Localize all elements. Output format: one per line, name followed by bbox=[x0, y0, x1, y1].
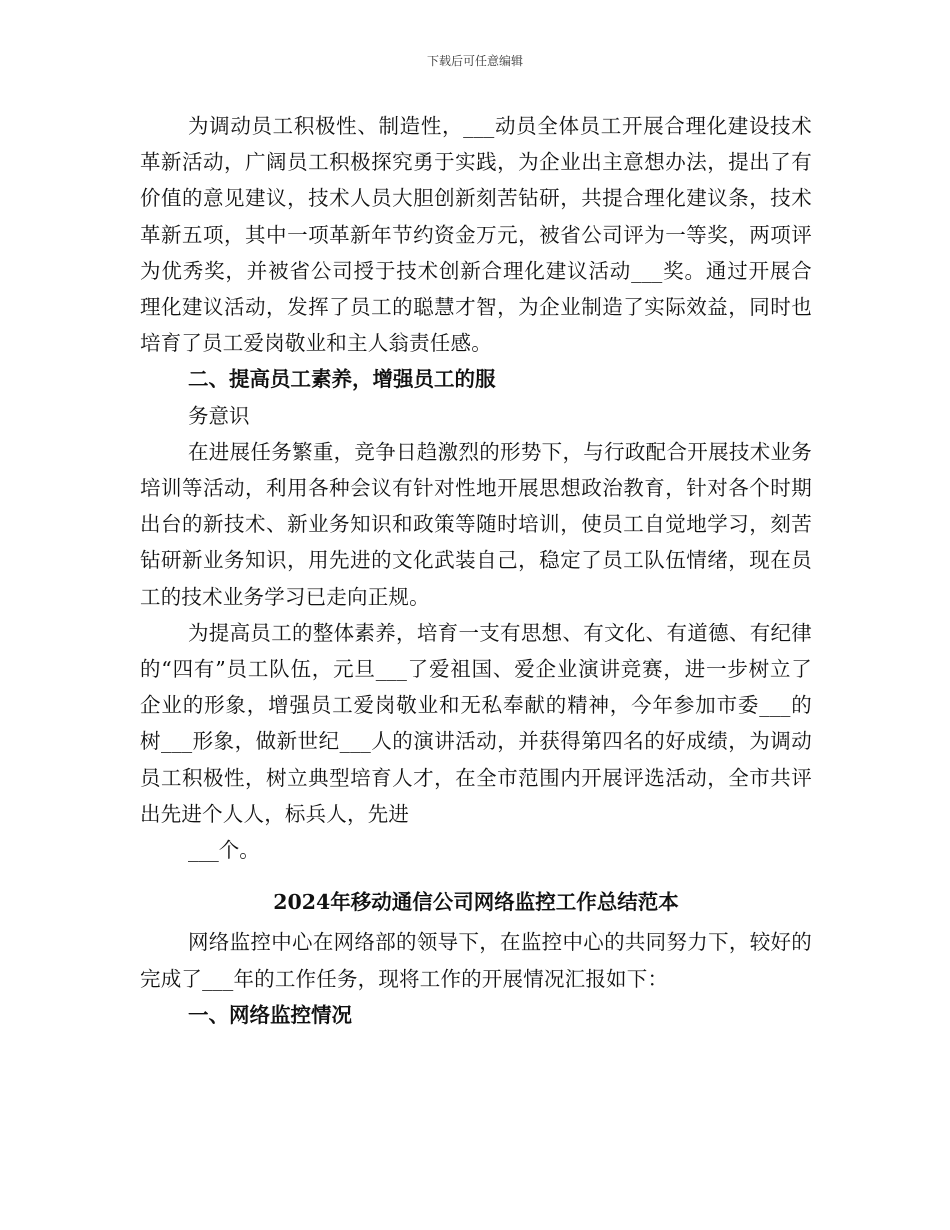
paragraph-intro: 网络监控中心在网络部的领导下，在监控中心的共同努力下，较好的完成了___年的工作任务，现将工作的开展情况汇报如下： bbox=[140, 930, 812, 991]
document-title: 2024年移动通信公司网络监控工作总结范本 bbox=[273, 890, 679, 915]
document-body bbox=[140, 108, 812, 1033]
header-note: 下载后可任意编辑 bbox=[426, 54, 523, 68]
paragraph-innovation: 为调动员工积极性、制造性，___动员全体员工开展合理化建设技术革新活动，广阔员工积极探究勇于实践，为企业出主意想办法，提出了有价值的意见建议，技术人员大胆创新刻苦钻研，共提合理化建议条，技术革新五项，其中一项革新年节约资金万元，被省公司评为一等奖，两项评为优秀奖，并被省公司授于技术创新合理化建议活动___奖。通过开展合理化建议活动，发挥了员工的聪慧才智，为企业制造了实际效益，同时也培育了员工爱岗敬业和主人翁责任感。 bbox=[140, 114, 812, 356]
section-heading-2-continued: 务意识 bbox=[188, 403, 250, 428]
section-heading-1: 一、网络监控情况 bbox=[188, 1002, 352, 1027]
section-heading-2: 二、提高员工素养，增强员工的服 bbox=[188, 367, 496, 392]
paragraph-quality-end: ___个。 bbox=[188, 838, 260, 863]
paragraph-quality: 为提高员工的整体素养，培育一支有思想、有文化、有道德、有纪律的“四有”员工队伍，元旦___了爱祖国、爱企业演讲竞赛，进一步树立了企业的形象，增强员工爱岗敬业和无私奉献的精神，今年参加市委___的树___形象，做新世纪___人的演讲活动，并获得第四名的好成绩，为调动员工积极性，树立典型培育人才，在全市范围内开展评选活动，全市共评出先进个人人，标兵人，先进 bbox=[140, 620, 812, 826]
paragraph-training: 在进展任务繁重，竞争日趋激烈的形势下，与行政配合开展技术业务培训等活动，利用各种会议有针对性地开展思想政治教育，针对各个时期出台的新技术、新业务知识和政策等随时培训，使员工自觉地学习，刻苦钻研新业务知识，用先进的文化武装自己，稳定了员工队伍情绪，现在员工的技术业务学习已走向正规。 bbox=[140, 439, 812, 609]
